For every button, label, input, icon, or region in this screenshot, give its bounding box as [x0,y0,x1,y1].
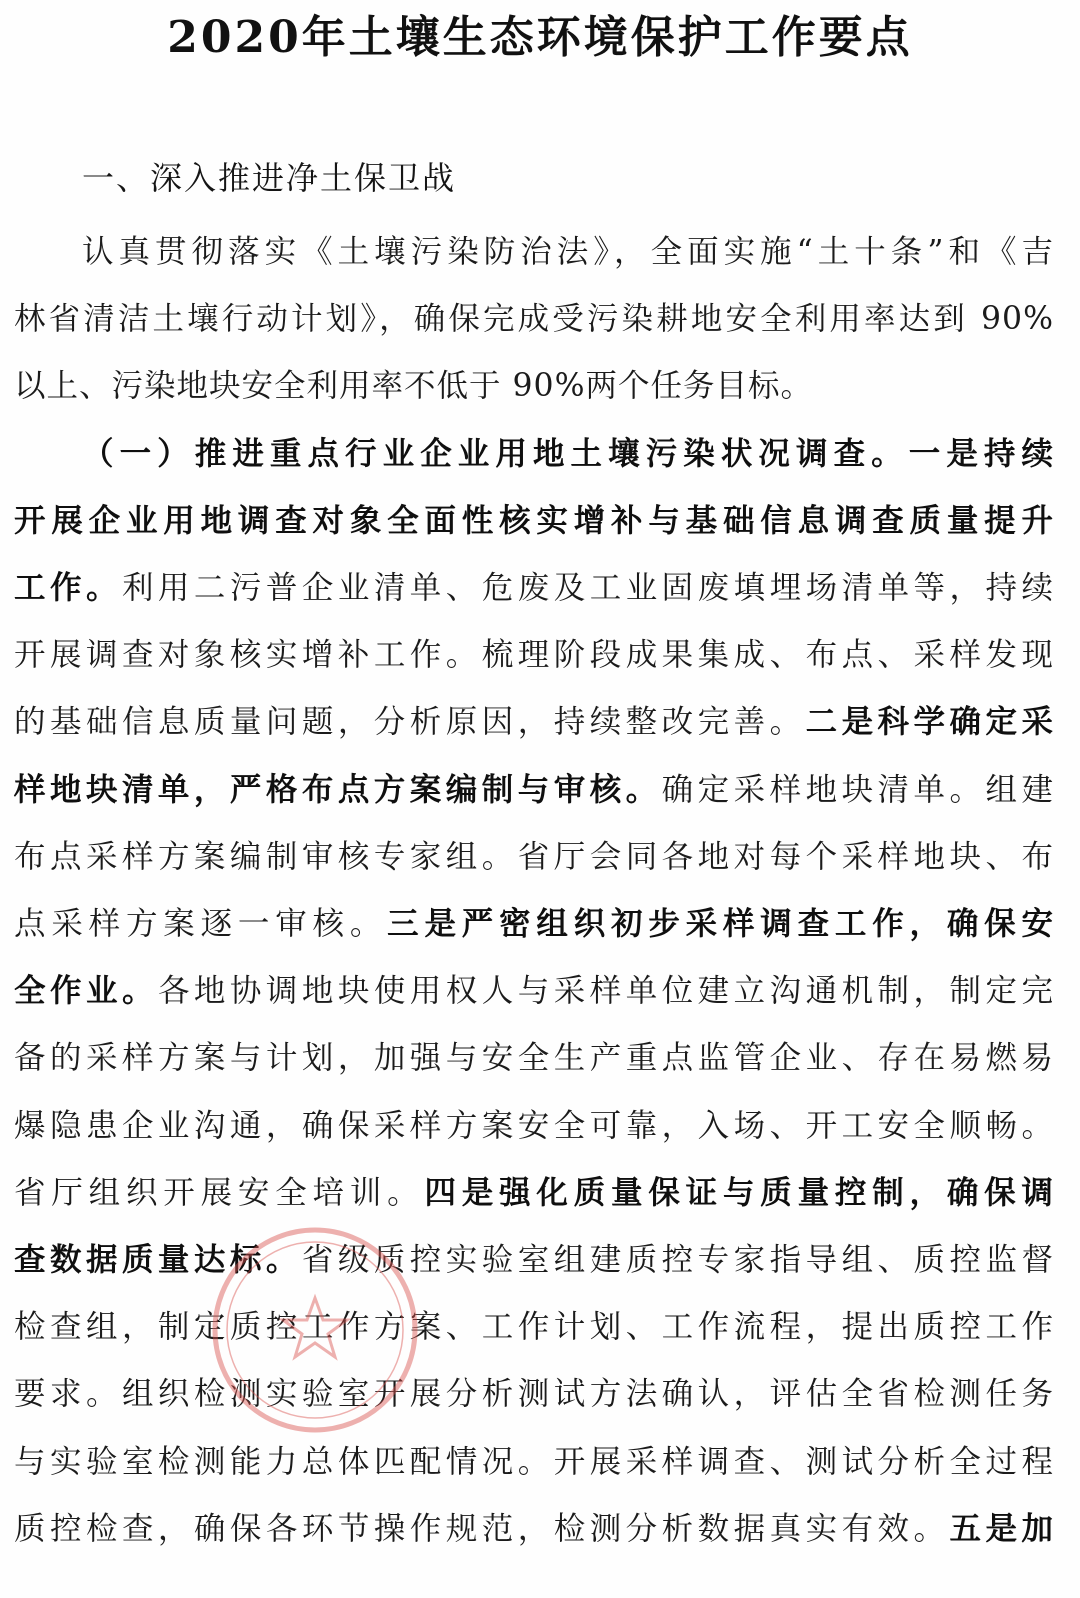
body-line [14,1025,1054,1091]
bold-text-run: 全作业。 [14,972,158,1010]
text-run: 认真贯彻落实《土壤污染防治法》，全面实施“土十条”和《吉 [82,234,1054,270]
body-line [14,689,1054,755]
body-line [14,757,1054,823]
bold-text-run: 查数据质量达标。 [14,1241,302,1278]
bold-text-run: 五是加 [949,1509,1054,1547]
body-line [14,958,1054,1024]
body-line [14,1227,1054,1293]
body-line [14,891,1054,957]
body-line [14,1160,1054,1226]
text-run: 爆隐患企业沟通，确保采样方案安全可靠，入场、开工安全顺畅。 [14,1107,1054,1144]
body-line [14,555,1054,621]
body-line [14,622,1054,688]
body-line [14,353,1054,419]
text-run: 各地协调地块使用权人与采样单位建立沟通机制，制定完 [157,973,1054,1010]
text-run: 点采样方案逐一审核。 [14,906,388,942]
bold-text-run: 二是科学确定采 [805,703,1054,741]
bold-text-run: 三是严密组织初步采样调查工作，确保安 [387,905,1054,942]
document-title: 2020年土壤生态环境保护工作要点 [167,12,913,63]
bold-text-run: （一）推进重点行业企业用地土壤污染状况调查。一是持续 [82,434,1054,472]
body-line [82,421,1054,487]
body-line [14,1429,1054,1495]
bold-text-run: 工作。 [14,569,122,606]
body-line [14,1496,1054,1562]
bold-text-run: 样地块清单，严格布点方案编制与审核。 [14,770,662,808]
text-run: 检查组，制定质控工作方案、工作计划、工作流程，提出质控工作 [14,1309,1054,1346]
body-line [14,1294,1054,1360]
text-run: 的基础信息质量问题，分析原因，持续整改完善。 [14,704,806,741]
text-run: 开展调查对象核实增补工作。梳理阶段成果集成、布点、采样发现 [14,637,1054,674]
body-line [14,824,1054,890]
text-run: 布点采样方案编制审核专家组。省厅会同各地对每个采样地块、布 [14,838,1054,875]
text-run: 要求。组织检测实验室开展分析测试方法确认，评估全省检测任务 [14,1376,1054,1413]
text-run: 利用二污普企业清单、危废及工业固废填埋场清单等，持续 [121,570,1054,606]
body-line [14,1093,1054,1159]
body-line [14,1361,1054,1427]
text-run: 省厅组织开展安全培训。 [14,1174,425,1211]
bold-text-run: 开展企业用地调查对象全面性核实增补与基础信息调查质量提升 [14,501,1054,539]
body-line [14,488,1054,554]
text-run: 备的采样方案与计划，加强与安全生产重点监管企业、存在易燃易 [14,1040,1054,1077]
text-run: 省级质控实验室组建质控专家指导组、质控监督 [301,1242,1054,1278]
text-run: 林省清洁土壤行动计划》，确保完成受污染耕地安全利用率达到 90% [14,301,1054,338]
text-run: 确定采样地块清单。组建 [661,771,1054,808]
text-run: 质控检查，确保各环节操作规范，检测分析数据真实有效。 [14,1510,950,1547]
body-line [14,286,1054,352]
body-line [82,219,1054,285]
section-heading: 一、深入推进净土保卫战 [82,159,457,197]
text-run: 与实验室检测能力总体匹配情况。开展采样调查、测试分析全过程 [14,1443,1054,1480]
bold-text-run: 四是强化质量保证与质量控制，确保调 [424,1173,1054,1211]
text-run: 以上、污染地块安全利用率不低于 90%两个任务目标。 [14,368,814,405]
